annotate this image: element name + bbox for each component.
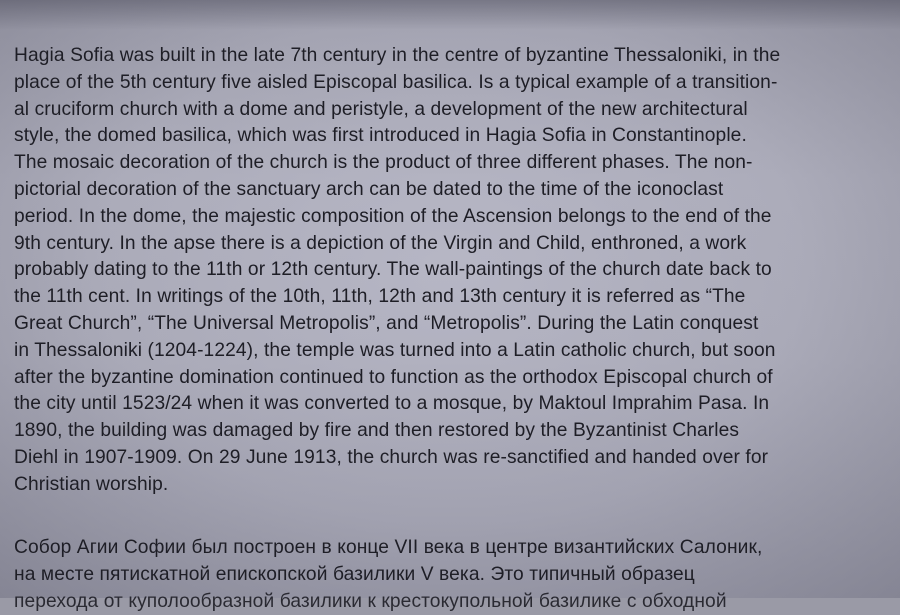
english-line: Christian worship. bbox=[14, 473, 169, 495]
english-line: period. In the dome, the majestic composition of the Ascension belongs to the end of the bbox=[14, 205, 772, 227]
english-line: 1890, the building was damaged by fire and then restored by the Byzantinist Charles bbox=[14, 420, 740, 442]
english-line: pictorial decoration of the sanctuary arch can be dated to the time of the iconoclast bbox=[14, 178, 724, 200]
english-line: place of the 5th century five aisled Episcopal basilica. Is a typical example of a transition- bbox=[14, 71, 778, 93]
english-line: the city until 1523/24 when it was converted to a mosque, by Maktoul Imprahim Pasa. In bbox=[14, 393, 770, 415]
sign-top-edge-shadow bbox=[0, 0, 900, 30]
english-line: after the byzantine domination continued to function as the orthodox Episcopal church of bbox=[14, 366, 773, 388]
english-line: Great Church”, “The Universal Metropolis”, and “Metropolis”. During the Latin conquest bbox=[14, 312, 759, 334]
russian-line-partial: перехода от куполообразной базилики к крестокупольной базилике с обходной bbox=[14, 590, 727, 612]
english-line: style, the domed basilica, which was first introduced in Hagia Sofia in Constantinople. bbox=[14, 125, 747, 147]
english-line: Hagia Sofia was built in the late 7th century in the centre of byzantine Thessaloniki, in the bbox=[14, 45, 781, 66]
english-paragraph bbox=[14, 43, 780, 499]
english-line: al cruciform church with a dome and peristyle, a development of the new architectural bbox=[14, 98, 748, 120]
english-line: probably dating to the 11th or 12th century. The wall-paintings of the church date back to bbox=[14, 259, 772, 281]
russian-paragraph bbox=[14, 535, 763, 612]
english-line: in Thessaloniki (1204-1224), the temple was turned into a Latin catholic church, but soon bbox=[14, 339, 776, 361]
english-line: The mosaic decoration of the church is the product of three different phases. The non- bbox=[14, 152, 753, 174]
russian-line: Собор Агии Софии был построен в конце VII века в центре византийских Салоник, bbox=[14, 537, 763, 558]
english-line: 9th century. In the apse there is a depiction of the Virgin and Child, enthroned, a work bbox=[14, 232, 747, 254]
russian-line: на месте пятискатной епископской базилики V века. Это типичный образец bbox=[14, 563, 695, 585]
english-line: the 11th cent. In writings of the 10th, 11th, 12th and 13th century it is referred as “The bbox=[14, 286, 746, 308]
english-line: Diehl in 1907-1909. On 29 June 1913, the church was re-sanctified and handed over for bbox=[14, 446, 769, 468]
